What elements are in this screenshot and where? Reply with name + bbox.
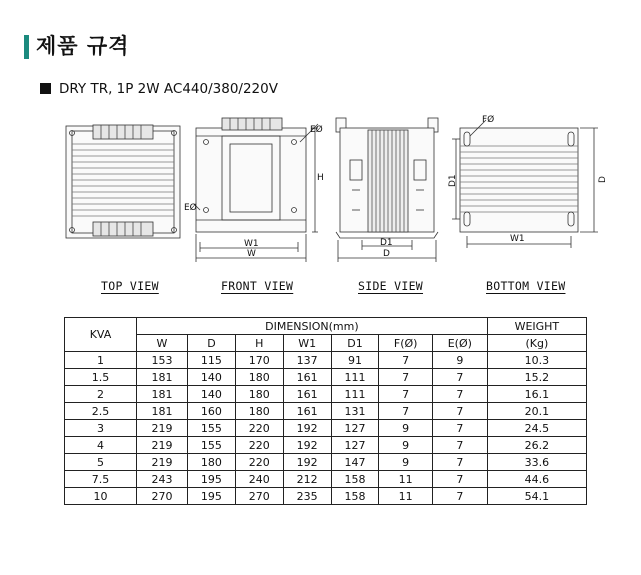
cell-w: 181	[137, 403, 188, 420]
top-view-drawing	[66, 125, 180, 238]
cell-kva: 1	[65, 352, 137, 369]
cell-d: 195	[188, 488, 236, 505]
cell-e: 7	[432, 437, 487, 454]
cell-w1: 137	[283, 352, 331, 369]
cell-d: 180	[188, 454, 236, 471]
cell-d1: 158	[331, 471, 379, 488]
cell-d1: 158	[331, 488, 379, 505]
col-header-f: F(Ø)	[379, 335, 432, 352]
cell-w1: 192	[283, 437, 331, 454]
front-h-label: H	[317, 173, 324, 183]
cell-d: 160	[188, 403, 236, 420]
cell-d: 195	[188, 471, 236, 488]
top-view-label: TOP VIEW	[101, 279, 159, 293]
cell-f: 9	[379, 420, 432, 437]
bottom-view-drawing	[452, 120, 598, 248]
cell-d: 140	[188, 369, 236, 386]
cell-weight: 44.6	[487, 471, 586, 488]
col-header-w1: W1	[283, 335, 331, 352]
cell-weight: 33.6	[487, 454, 586, 471]
cell-w: 219	[137, 437, 188, 454]
col-header-h: H	[235, 335, 283, 352]
side-d1-label: D1	[380, 238, 393, 248]
header-row-2	[65, 335, 587, 352]
cell-f: 11	[379, 488, 432, 505]
technical-drawings	[0, 100, 641, 275]
cell-f: 9	[379, 437, 432, 454]
cell-d1: 111	[331, 386, 379, 403]
weight-unit-header: (Kg)	[487, 335, 586, 352]
cell-e: 7	[432, 386, 487, 403]
cell-h: 180	[235, 369, 283, 386]
cell-w1: 161	[283, 386, 331, 403]
cell-kva: 7.5	[65, 471, 137, 488]
spec-table	[64, 317, 587, 505]
front-w-label: W	[247, 249, 256, 259]
cell-e: 7	[432, 420, 487, 437]
cell-weight: 16.1	[487, 386, 586, 403]
product-subtitle	[40, 81, 278, 97]
cell-d1: 147	[331, 454, 379, 471]
page-title: 제품 규격	[36, 34, 130, 58]
cell-f: 7	[379, 352, 432, 369]
cell-kva: 2	[65, 386, 137, 403]
col-header-d: D	[188, 335, 236, 352]
cell-w1: 161	[283, 369, 331, 386]
cell-d1: 127	[331, 420, 379, 437]
cell-d: 155	[188, 437, 236, 454]
spec-table-body	[65, 352, 587, 505]
cell-w: 243	[137, 471, 188, 488]
bottom-d-label: D	[598, 176, 608, 183]
cell-h: 220	[235, 454, 283, 471]
cell-h: 180	[235, 403, 283, 420]
header-row-1	[65, 318, 587, 335]
cell-d: 140	[188, 386, 236, 403]
table-row	[65, 403, 587, 420]
cell-h: 180	[235, 386, 283, 403]
cell-e: 9	[432, 352, 487, 369]
title-accent-bar	[24, 35, 29, 59]
table-row	[65, 488, 587, 505]
table-row	[65, 369, 587, 386]
cell-f: 9	[379, 454, 432, 471]
cell-w1: 192	[283, 454, 331, 471]
cell-f: 11	[379, 471, 432, 488]
col-header-e: E(Ø)	[432, 335, 487, 352]
cell-weight: 20.1	[487, 403, 586, 420]
cell-h: 270	[235, 488, 283, 505]
square-bullet-icon	[40, 83, 51, 94]
col-header-d1: D1	[331, 335, 379, 352]
dimension-header: DIMENSION(mm)	[137, 318, 488, 335]
cell-w: 181	[137, 386, 188, 403]
table-row	[65, 386, 587, 403]
cell-d1: 127	[331, 437, 379, 454]
cell-kva: 4	[65, 437, 137, 454]
front-view-label: FRONT VIEW	[221, 279, 294, 293]
cell-e: 7	[432, 369, 487, 386]
front-e-label: EØ	[310, 125, 323, 135]
cell-w1: 212	[283, 471, 331, 488]
cell-kva: 1.5	[65, 369, 137, 386]
cell-e: 7	[432, 454, 487, 471]
cell-kva: 10	[65, 488, 137, 505]
cell-f: 7	[379, 386, 432, 403]
cell-weight: 26.2	[487, 437, 586, 454]
cell-h: 170	[235, 352, 283, 369]
front-w1-label: W1	[244, 239, 259, 249]
kva-header: KVA	[65, 318, 137, 352]
cell-w1: 192	[283, 420, 331, 437]
cell-e: 7	[432, 488, 487, 505]
cell-kva: 3	[65, 420, 137, 437]
cell-e: 7	[432, 403, 487, 420]
cell-weight: 24.5	[487, 420, 586, 437]
side-view-label: SIDE VIEW	[358, 279, 424, 293]
cell-w: 219	[137, 420, 188, 437]
bottom-d1-label: D1	[448, 174, 458, 187]
front-e-label-2: EØ	[184, 203, 197, 213]
cell-f: 7	[379, 403, 432, 420]
bottom-view-label: BOTTOM VIEW	[486, 279, 566, 293]
cell-h: 220	[235, 420, 283, 437]
cell-weight: 10.3	[487, 352, 586, 369]
cell-d1: 111	[331, 369, 379, 386]
cell-d: 155	[188, 420, 236, 437]
cell-kva: 2.5	[65, 403, 137, 420]
cell-w: 181	[137, 369, 188, 386]
cell-w: 153	[137, 352, 188, 369]
cell-weight: 15.2	[487, 369, 586, 386]
cell-d: 115	[188, 352, 236, 369]
cell-h: 220	[235, 437, 283, 454]
cell-kva: 5	[65, 454, 137, 471]
cell-d1: 131	[331, 403, 379, 420]
cell-w: 219	[137, 454, 188, 471]
cell-w1: 161	[283, 403, 331, 420]
cell-w1: 235	[283, 488, 331, 505]
cell-e: 7	[432, 471, 487, 488]
bottom-f-label: FØ	[482, 115, 495, 125]
cell-f: 7	[379, 369, 432, 386]
cell-weight: 54.1	[487, 488, 586, 505]
cell-d1: 91	[331, 352, 379, 369]
table-row	[65, 437, 587, 454]
table-row	[65, 420, 587, 437]
cell-w: 270	[137, 488, 188, 505]
side-d-label: D	[383, 249, 390, 259]
table-row	[65, 352, 587, 369]
weight-header: WEIGHT	[487, 318, 586, 335]
subtitle-text: DRY TR, 1P 2W AC440/380/220V	[59, 81, 278, 97]
cell-h: 240	[235, 471, 283, 488]
table-row	[65, 471, 587, 488]
col-header-w: W	[137, 335, 188, 352]
table-row	[65, 454, 587, 471]
bottom-w1-label: W1	[510, 234, 525, 244]
